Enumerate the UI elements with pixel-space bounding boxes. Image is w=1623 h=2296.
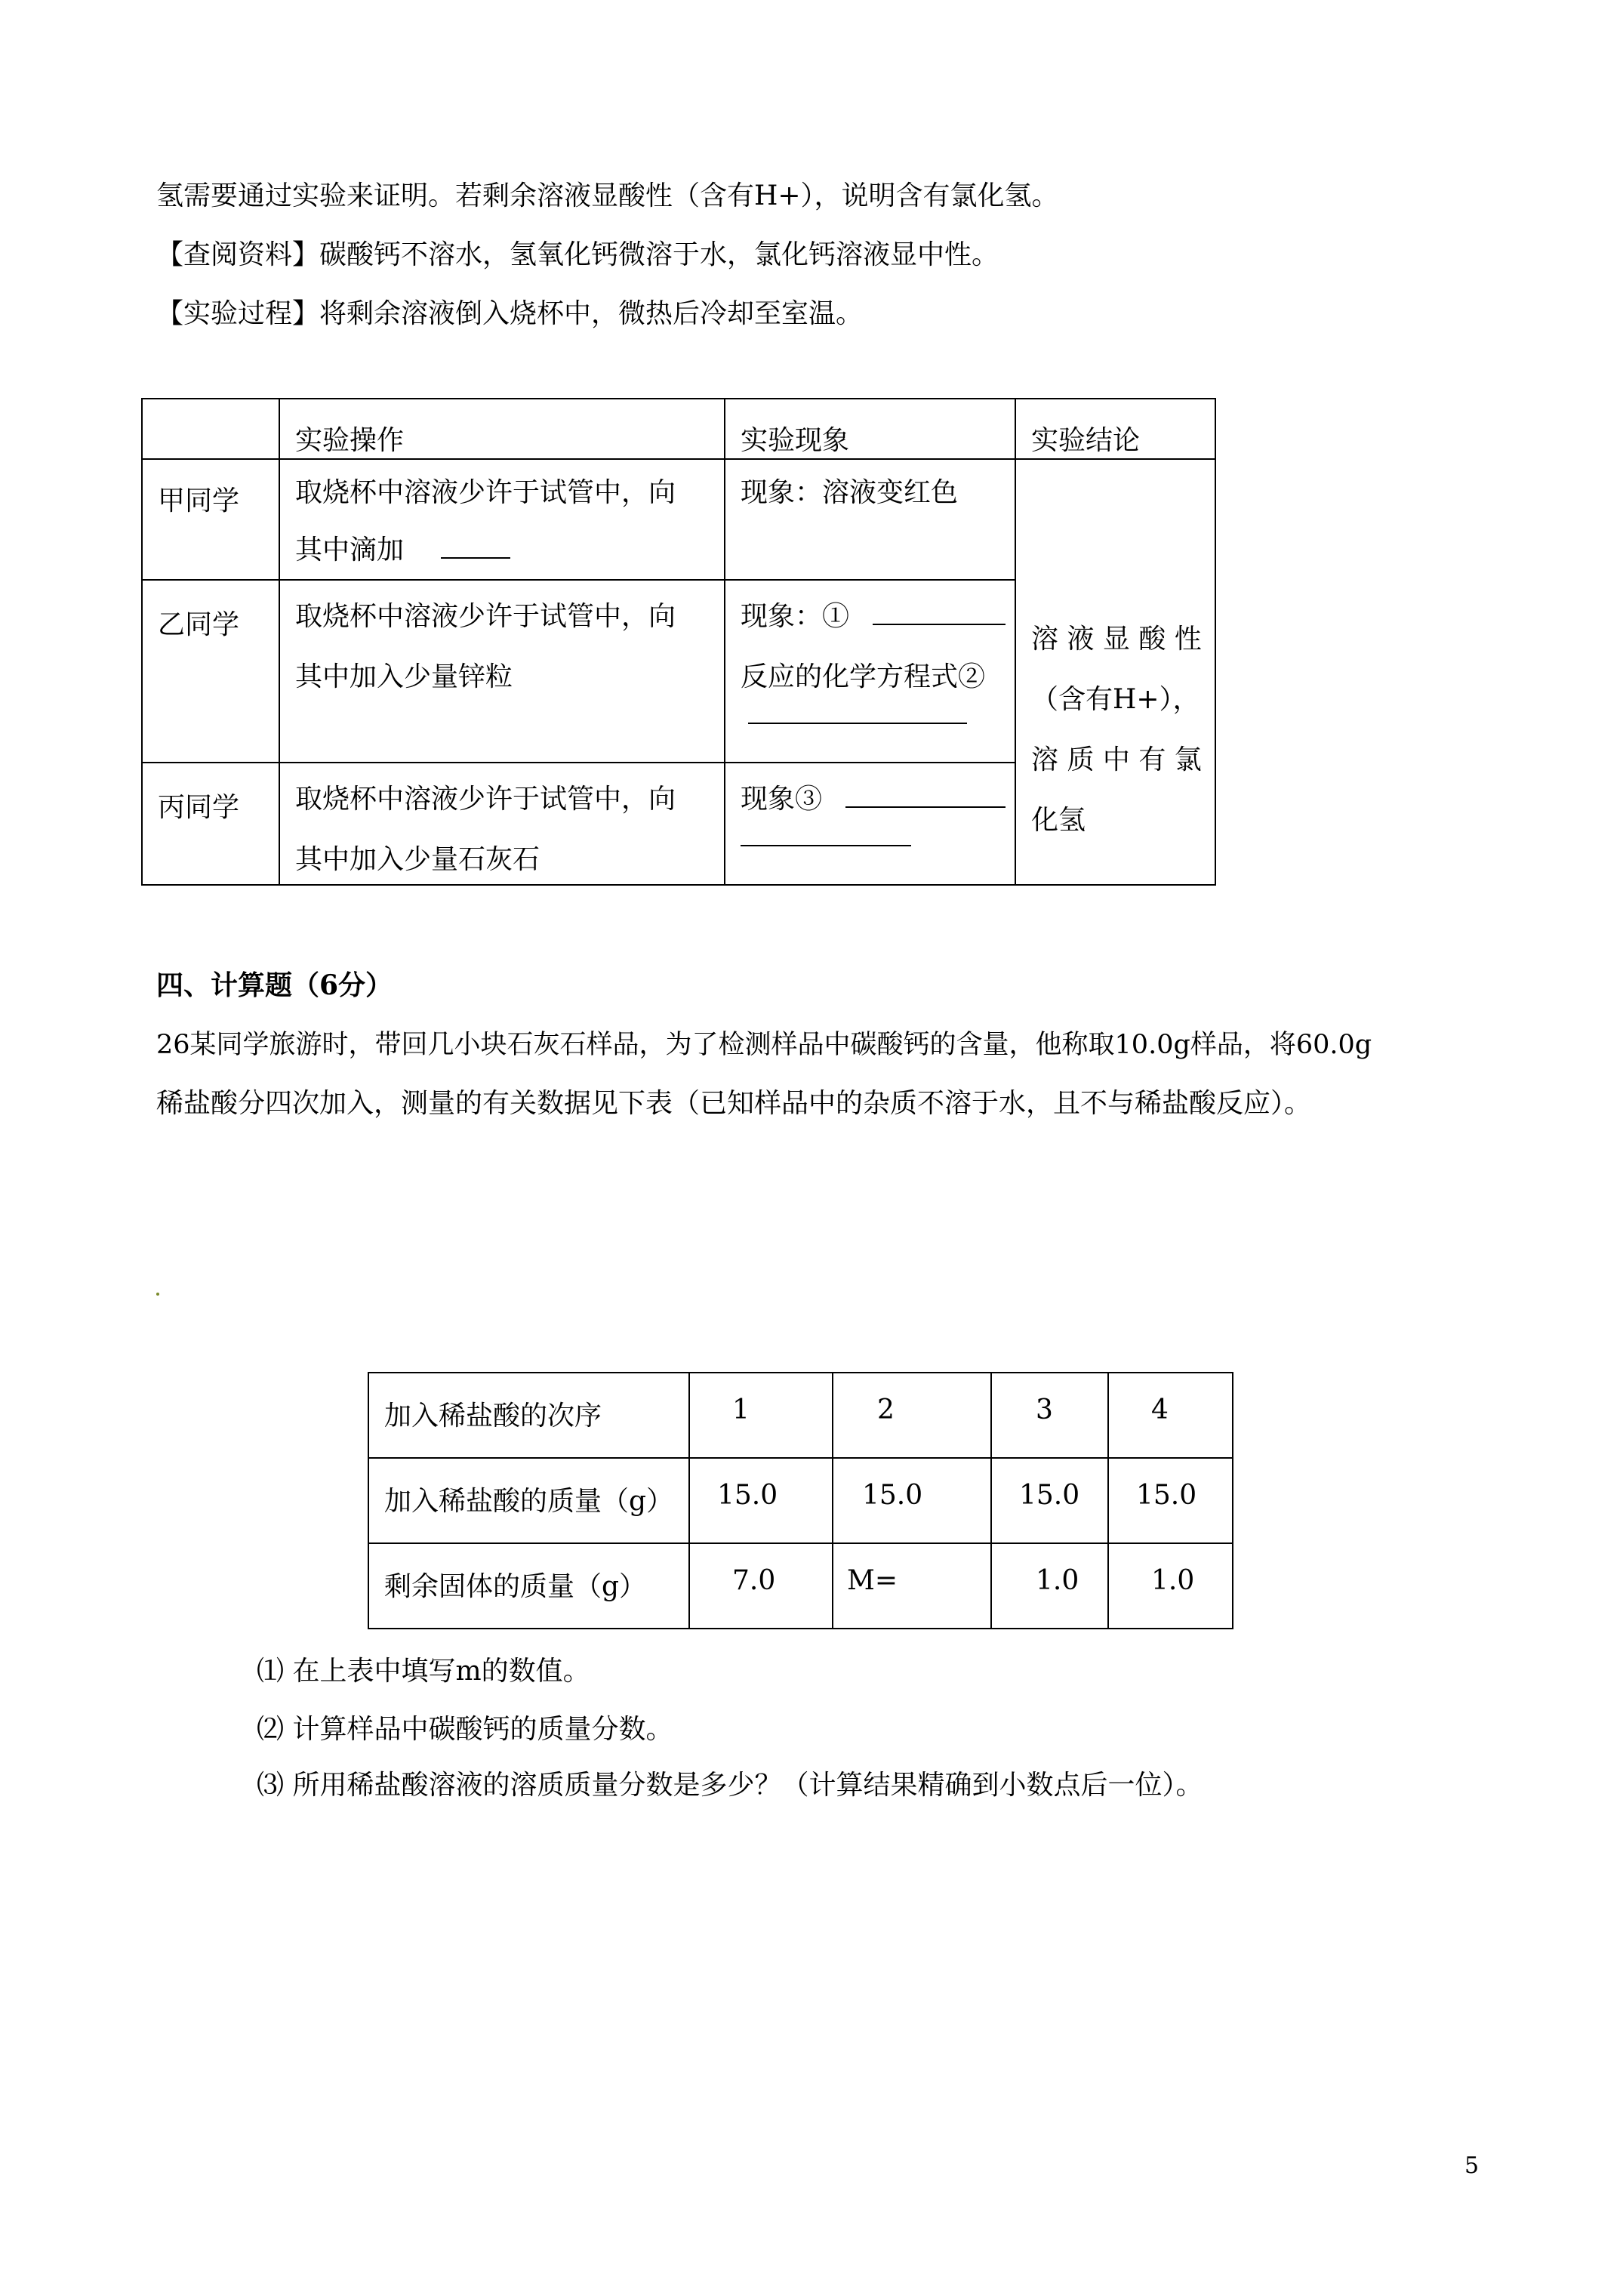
sub-question-1: ⑴ 在上表中填写m的数值。 — [257, 1656, 590, 1687]
header-operation-label: 实验操作 — [295, 425, 405, 456]
operation-line-2: 其中滴加 — [295, 535, 405, 566]
conclusion-line-1: 溶 液 显 酸 性 — [1031, 624, 1202, 655]
section-title: 四、计算题（6分） — [156, 969, 393, 1001]
cell-value: 1.0 — [1036, 1565, 1079, 1596]
experiment-table — [141, 398, 1216, 886]
cell-value: 15.0 — [1019, 1480, 1080, 1511]
table-cell — [689, 1543, 833, 1629]
table-cell — [1108, 1543, 1233, 1629]
intro-line-2: 【查阅资料】碳酸钙不溶水，氢氧化钙微溶于水，氯化钙溶液显中性。 — [156, 239, 999, 270]
sub-question-2: ⑵ 计算样品中碳酸钙的质量分数。 — [257, 1714, 673, 1745]
cell-value: 2 — [877, 1395, 895, 1425]
conclusion-line-4: 化氢 — [1031, 805, 1086, 836]
conclusion-line-2: （含有H+）， — [1031, 684, 1200, 715]
calc-table — [368, 1372, 1233, 1629]
table-cell — [833, 1458, 991, 1543]
row-label: 剩余固体的质量（g） — [384, 1571, 647, 1602]
table-cell — [689, 1458, 833, 1543]
operation-line-1: 取烧杯中溶液少许于试管中，向 — [295, 784, 676, 815]
header-conclusion-label: 实验结论 — [1031, 425, 1141, 456]
student-name-cell — [142, 459, 279, 580]
cell-value: 3 — [1036, 1395, 1053, 1425]
phenomenon-cell — [725, 459, 1015, 580]
table-cell — [368, 1373, 689, 1458]
header-operation — [279, 399, 725, 459]
operation-line-1: 取烧杯中溶液少许于试管中，向 — [295, 601, 676, 632]
table-cell — [368, 1543, 689, 1629]
student-name-cell — [142, 763, 279, 885]
intro-line-1: 氢需要通过实验来证明。若剩余溶液显酸性（含有H+），说明含有氯化氢。 — [156, 180, 1059, 211]
m-answer-field[interactable]: M= — [847, 1565, 898, 1596]
table-row — [142, 459, 1215, 580]
experiment-table-header-row — [142, 399, 1215, 459]
question-line-1: 26某同学旅游时，带回几小块石灰石样品，为了检测样品中碳酸钙的含量，他称取10.0g样品，将60.0g — [156, 1030, 1372, 1060]
header-conclusion — [1015, 399, 1215, 459]
sub-question-3: ⑶ 所用稀盐酸溶液的溶质质量分数是多少？（计算结果精确到小数点后一位）。 — [257, 1770, 1203, 1801]
row-label: 加入稀盐酸的质量（g） — [384, 1486, 674, 1517]
intro-line-3: 【实验过程】将剩余溶液倒入烧杯中，微热后冷却至室温。 — [156, 298, 864, 329]
table-cell — [689, 1373, 833, 1458]
table-cell — [833, 1373, 991, 1458]
header-phenomenon-label: 实验现象 — [741, 425, 850, 456]
phenomenon-line-1: 现象：① — [741, 601, 850, 632]
phenomenon-line-1-wrap — [741, 786, 1015, 813]
table-cell — [991, 1543, 1108, 1629]
phenomenon-line-1: 现象：溶液变红色 — [741, 477, 959, 508]
page-number: 5 — [1464, 2153, 1480, 2179]
answer-blank[interactable] — [748, 723, 967, 724]
answer-blank[interactable] — [873, 624, 1006, 625]
operation-line-2: 其中加入少量石灰石 — [295, 844, 540, 875]
phenomenon-cell — [725, 763, 1015, 885]
answer-blank[interactable] — [441, 557, 510, 559]
conclusion-line-3: 溶 质 中 有 氯 — [1031, 744, 1202, 775]
stray-mark — [156, 1293, 159, 1296]
operation-cell — [279, 459, 725, 580]
cell-value: 15.0 — [1136, 1480, 1197, 1511]
conclusion-cell — [1015, 459, 1215, 885]
table-cell[interactable] — [833, 1543, 991, 1629]
table-cell — [991, 1373, 1108, 1458]
answer-blank[interactable] — [845, 806, 1006, 808]
phenomenon-line-1-wrap — [741, 603, 1015, 630]
row-label: 加入稀盐酸的次序 — [384, 1401, 602, 1432]
table-row — [368, 1373, 1233, 1458]
header-phenomenon — [725, 399, 1015, 459]
cell-value: 1.0 — [1151, 1565, 1195, 1596]
conclusion-text — [1031, 460, 1215, 851]
table-cell — [368, 1458, 689, 1543]
cell-value: 4 — [1151, 1395, 1169, 1425]
student-name: 丙同学 — [158, 792, 240, 823]
operation-cell — [279, 580, 725, 763]
table-cell — [1108, 1458, 1233, 1543]
table-row — [368, 1543, 1233, 1629]
operation-cell — [279, 763, 725, 885]
answer-blank[interactable] — [741, 845, 911, 846]
operation-line-2-wrap — [295, 537, 724, 564]
table-row — [368, 1458, 1233, 1543]
operation-line-1: 取烧杯中溶液少许于试管中，向 — [295, 477, 676, 508]
question-line-2: 稀盐酸分四次加入，测量的有关数据见下表（已知样品中的杂质不溶于水，且不与稀盐酸反应）。 — [156, 1088, 1312, 1119]
operation-line-2: 其中加入少量锌粒 — [295, 661, 513, 692]
header-empty-cell — [142, 399, 279, 459]
cell-value: 7.0 — [732, 1565, 776, 1596]
phenomenon-line-2: 反应的化学方程式② — [741, 661, 986, 692]
student-name-cell — [142, 580, 279, 763]
student-name: 甲同学 — [158, 485, 240, 516]
phenomenon-line-1: 现象③ — [741, 784, 823, 815]
phenomenon-cell — [725, 580, 1015, 763]
cell-value: 1 — [732, 1395, 750, 1425]
cell-value: 15.0 — [862, 1480, 923, 1511]
cell-value: 15.0 — [717, 1480, 778, 1511]
student-name: 乙同学 — [158, 609, 240, 640]
table-cell — [1108, 1373, 1233, 1458]
table-cell — [991, 1458, 1108, 1543]
